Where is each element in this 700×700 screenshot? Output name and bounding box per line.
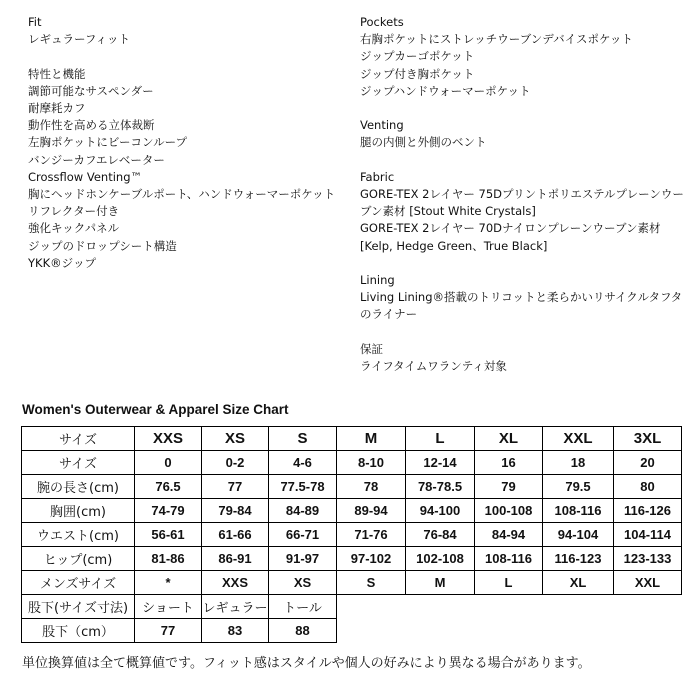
spec-line: バンジーカフエレベーター [28,152,165,167]
spec-line: 腿の内側と外側のベント [360,135,487,150]
size-header-cell: L [406,427,475,451]
spec-line: ジップカーゴポケット [360,49,475,64]
spec-section [28,66,348,272]
inseam-header-cell: トール [269,595,337,619]
empty-cell [614,595,682,619]
spec-line: ジップのドロップシート構造 [28,238,177,253]
table-row [22,571,682,595]
spec-heading: Venting [360,118,404,133]
spec-section [28,14,348,48]
spec-line: ライフタイムワランティ対象 [360,359,507,373]
row-label: メンズサイズ [22,571,135,595]
row-label: 股下（cm） [22,619,135,643]
table-cell: 0 [135,451,202,475]
table-cell: 102-108 [406,547,475,571]
table-row [22,619,682,643]
table-cell: 104-114 [614,523,682,547]
spec-line: ジップ付き胸ポケット [360,66,475,81]
spec-line: リフレクター付き [28,204,120,219]
table-cell: XL [543,571,614,595]
table-cell: 56-61 [135,523,202,547]
spec-line: レギュラーフィット [28,32,131,47]
table-cell: 12-14 [406,451,475,475]
row-label: ウエスト(cm) [22,523,135,547]
spec-line: Crossflow Venting™ [28,169,142,184]
table-cell: XXL [614,571,682,595]
footnote: 単位換算値は全て概算値です。フィット感はスタイルや個人の好みにより異なる場合があります。 [22,656,591,671]
inseam-header-cell: ショート [135,595,202,619]
table-cell: 76-84 [406,523,475,547]
table-cell: 18 [543,451,614,475]
table-cell: 77 [202,475,269,499]
table-cell: 8-10 [337,451,406,475]
table-cell: 88 [269,619,337,643]
spec-line: YKK®ジップ [28,255,97,270]
table-cell: 77 [135,619,202,643]
table-cell: 76.5 [135,475,202,499]
spec-line: 左胸ポケットにビーコンループ [28,135,188,150]
empty-cell [543,619,614,643]
table-cell: 116-126 [614,499,682,523]
row-label: サイズ [22,427,135,451]
empty-cell [406,619,475,643]
spec-section [360,169,690,255]
table-cell: S [337,571,406,595]
table-cell: 78 [337,475,406,499]
spec-heading: Fit [28,15,42,29]
table-cell: 66-71 [269,523,337,547]
row-label: 腕の長さ(cm) [22,475,135,499]
empty-cell [475,595,543,619]
table-cell: 84-94 [475,523,543,547]
size-chart-table [21,426,682,643]
empty-cell [543,595,614,619]
empty-cell [475,619,543,643]
size-header-cell: XXS [135,427,202,451]
size-header-cell: XXL [543,427,614,451]
size-header-cell: 3XL [614,427,682,451]
spec-section [360,272,690,324]
table-cell: * [135,571,202,595]
table-cell: 71-76 [337,523,406,547]
table-cell: 81-86 [135,547,202,571]
specs-right-column [360,14,690,392]
table-row [22,499,682,523]
spec-section [360,341,690,375]
table-cell: 78-78.5 [406,475,475,499]
specs-left-column [28,14,348,289]
table-cell: 94-104 [543,523,614,547]
table-cell: 80 [614,475,682,499]
table-cell: 20 [614,451,682,475]
table-cell: L [475,571,543,595]
spec-heading: Pockets [360,15,404,29]
spec-line: 調節可能なサスペンダー [28,83,154,98]
spec-line: 強化キックパネル [28,221,120,236]
table-cell: XXS [202,571,269,595]
spec-section [360,14,690,100]
empty-cell [337,595,406,619]
table-cell: 123-133 [614,547,682,571]
table-cell: 89-94 [337,499,406,523]
table-cell: 108-116 [475,547,543,571]
empty-cell [337,619,406,643]
size-header-cell: XL [475,427,543,451]
table-row [22,475,682,499]
spec-line: 胸にヘッドホンケーブルポート、ハンドウォーマーポケット [28,187,336,202]
table-cell: 74-79 [135,499,202,523]
table-cell: 94-100 [406,499,475,523]
table-cell: 86-91 [202,547,269,571]
table-cell: 77.5-78 [269,475,337,499]
table-cell: 97-102 [337,547,406,571]
table-cell: 4-6 [269,451,337,475]
table-row [22,547,682,571]
spec-line: GORE-TEX 2レイヤー 70Dナイロンプレーンウーブン素材 [Kelp, Hedge Green、True Black] [360,221,661,253]
spec-heading: Fabric [360,169,395,184]
table-cell: 108-116 [543,499,614,523]
table-cell: 0-2 [202,451,269,475]
table-cell: M [406,571,475,595]
size-header-cell: M [337,427,406,451]
spec-section [360,117,690,151]
table-cell: 83 [202,619,269,643]
spec-line: 動作性を高める立体裁断 [28,118,155,133]
table-row [22,451,682,475]
table-row [22,595,682,619]
size-header-cell: S [269,427,337,451]
table-cell: 79.5 [543,475,614,499]
size-chart-title: Women's Outerwear & Apparel Size Chart [22,402,289,417]
empty-cell [406,595,475,619]
spec-heading: 特性と機能 [28,66,86,81]
spec-line: Living Lining®搭載のトリコットと柔らかいリサイクルタフタのライナー [360,290,683,322]
table-cell: 91-97 [269,547,337,571]
table-cell: 16 [475,451,543,475]
spec-line: GORE-TEX 2レイヤー 75Dプリントポリエステルプレーンウーブン素材 [Stout White Crystals] [360,187,684,219]
row-label: サイズ [22,451,135,475]
row-label: ヒップ(cm) [22,547,135,571]
table-cell: 79 [475,475,543,499]
row-label: 股下(サイズ寸法) [22,595,135,619]
spec-line: 右胸ポケットにストレッチウーブンデバイスポケット [360,32,633,47]
table-cell: 61-66 [202,523,269,547]
table-cell: 116-123 [543,547,614,571]
table-cell: XS [269,571,337,595]
table-cell: 84-89 [269,499,337,523]
size-header-cell: XS [202,427,269,451]
spec-heading: Lining [360,273,395,287]
table-cell: 79-84 [202,499,269,523]
spec-heading: 保証 [360,341,383,356]
table-row [22,523,682,547]
row-label: 胸囲(cm) [22,499,135,523]
table-cell: 100-108 [475,499,543,523]
spec-line: ジップハンドウォーマーポケット [360,83,531,98]
empty-cell [614,619,682,643]
spec-line: 耐摩耗カフ [28,101,86,115]
inseam-header-cell: レギュラー [202,595,269,619]
